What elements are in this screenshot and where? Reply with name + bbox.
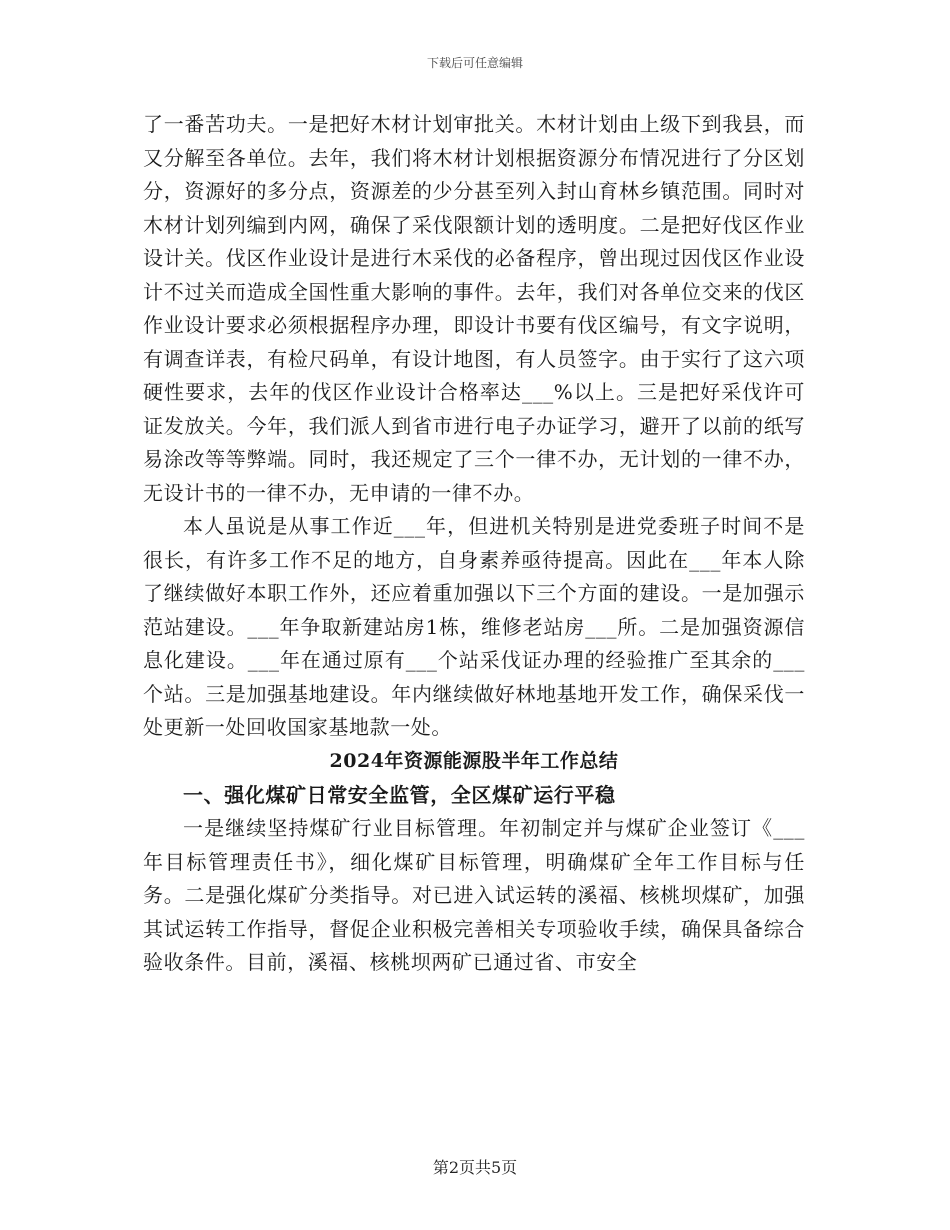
document-body xyxy=(143,108,805,980)
section-heading-coal-safety: 一、强化煤矿日常安全监管，全区煤矿运行平稳 xyxy=(183,783,616,807)
body-paragraph-personal-plan: 本人虽说是从事工作近___年，但进机关特别是进党委班子时间不是很长，有许多工作不足的地方，自身素养亟待提高。因此在___年本人除了继续做好本职工作外，还应着重加强以下三个方面的建设。一是加强示范站建设。___年争取新建站房1栋，维修老站房___所。二是加强资源信息化建设。___年在通过原有___个站采伐证办理的经验推广至其余的___个站。三是加强基地建设。年内继续做好林地基地开发工作，确保采伐一处更新一处回收国家基地款一处。 xyxy=(143,514,805,739)
document-title: 2024年资源能源股半年工作总结 xyxy=(329,749,619,772)
body-paragraph-forest-management: 了一番苦功夫。一是把好木材计划审批关。木材计划由上级下到我县，而又分解至各单位。去年，我们将木材计划根据资源分布情况进行了分区划分，资源好的多分点，资源差的少分甚至列入封山育林乡镇范围。同时对木材计划列编到内网，确保了采伐限额计划的透明度。二是把好伐区作业设计关。伐区作业设计是进行木采伐的必备程序，曾出现过因伐区作业设计不过关而造成全国性重大影响的事件。去年，我们对各单位交来的伐区作业设计要求必须根据程序办理，即设计书要有伐区编号，有文字说明，有调查详表，有检尺码单，有设计地图，有人员签字。由于实行了这六项硬性要求，去年的伐区作业设计合格率达___%以上。三是把好采伐许可证发放关。今年，我们派人到省市进行电子办证学习，避开了以前的纸写易涂改等等弊端。同时，我还规定了三个一律不办，无计划的一律不办，无设计书的一律不办，无申请的一律不办。 xyxy=(143,112,805,505)
page-header-note: 下载后可任意编辑 xyxy=(426,56,523,70)
page-number: 第2页共5页 xyxy=(432,1158,518,1177)
body-paragraph-coal-management: 一是继续坚持煤矿行业目标管理。年初制定并与煤矿企业签订《___年目标管理责任书》，细化煤矿目标管理，明确煤矿全年工作目标与任务。二是强化煤矿分类指导。对已进入试运转的溪福、核桃坝煤矿，加强其试运转工作指导，督促企业积极完善相关专项验收手续，确保具备综合验收条件。目前，溪福、核桃坝两矿已通过省、市安全 xyxy=(143,816,805,974)
